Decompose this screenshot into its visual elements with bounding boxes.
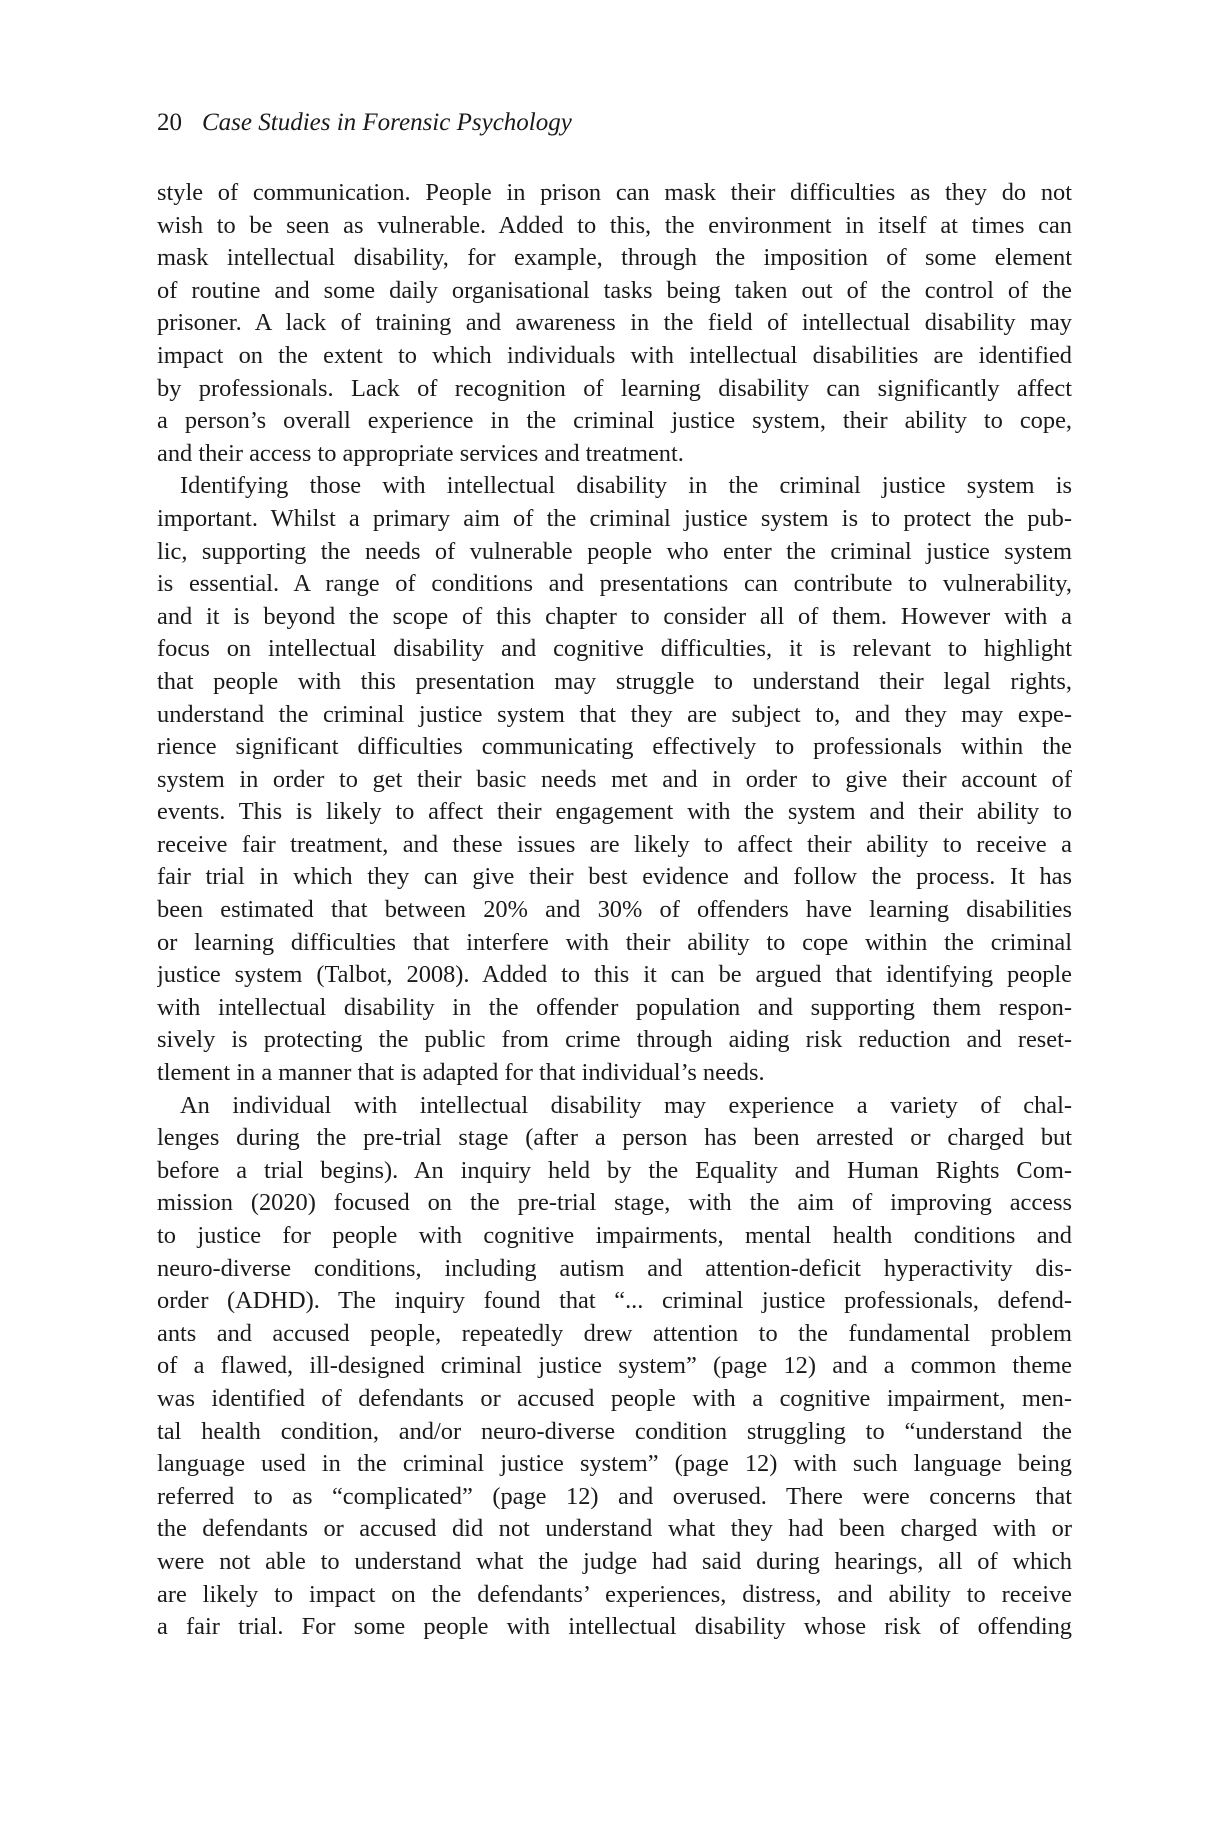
- text-line: ants and accused people, repeatedly drew attention to the fundamental problem: [157, 1319, 1072, 1347]
- text-line: style of communication. People in prison can mask their difficulties as they do not: [157, 179, 1072, 206]
- text-line: or learning difficulties that interfere with their ability to cope within the criminal: [157, 928, 1072, 956]
- text-line: to justice for people with cognitive impairments, mental health conditions and: [157, 1222, 1072, 1249]
- text-line: a fair trial. For some people with intellectual disability whose risk of offending: [157, 1613, 1072, 1641]
- text-line: neuro-diverse conditions, including autism and attention-deficit hyperactivity dis-: [157, 1254, 1072, 1282]
- text-line: rience significant difficulties communicating effectively to professionals within the: [157, 733, 1072, 761]
- text-line: are likely to impact on the defendants’ experiences, distress, and ability to receive: [157, 1580, 1072, 1608]
- text-line: language used in the criminal justice system” (page 12) with such language being: [157, 1450, 1072, 1478]
- paragraph: [157, 1090, 1072, 1644]
- text-line: prisoner. A lack of training and awareness in the field of intellectual disability may: [157, 309, 1072, 337]
- text-line: were not able to understand what the judge had said during hearings, all of which: [157, 1547, 1072, 1575]
- text-line: Identifying those with intellectual disability in the criminal justice system is: [180, 472, 1072, 500]
- text-line: was identified of defendants or accused people with a cognitive impairment, men-: [157, 1384, 1072, 1412]
- text-line: been estimated that between 20% and 30% of offenders have learning disabilities: [157, 896, 1072, 924]
- text-line: understand the criminal justice system that they are subject to, and they may expe-: [157, 700, 1072, 728]
- text-line: mask intellectual disability, for example, through the imposition of some element: [157, 244, 1072, 272]
- text-line: impact on the extent to which individuals with intellectual disabilities are identified: [157, 341, 1072, 369]
- text-line: a person’s overall experience in the criminal justice system, their ability to cope,: [157, 407, 1072, 435]
- text-line: with intellectual disability in the offender population and supporting them respon-: [157, 993, 1072, 1021]
- text-line: and it is beyond the scope of this chapter to consider all of them. However with a: [157, 602, 1072, 630]
- text-line: lic, supporting the needs of vulnerable people who enter the criminal justice system: [157, 537, 1072, 565]
- text-line: An individual with intellectual disability may experience a variety of chal-: [180, 1091, 1072, 1119]
- text-line: and their access to appropriate services and treatment.: [157, 439, 684, 467]
- body-text: [157, 177, 1072, 1644]
- text-line: focus on intellectual disability and cognitive difficulties, it is relevant to highlight: [157, 635, 1072, 663]
- text-line: mission (2020) focused on the pre-trial stage, with the aim of improving access: [157, 1189, 1072, 1217]
- page-number: 20: [157, 109, 182, 136]
- text-line: justice system (Talbot, 2008). Added to this it can be argued that identifying people: [157, 961, 1072, 989]
- paragraph: [157, 177, 1072, 470]
- text-line: order (ADHD). The inquiry found that “... criminal justice professionals, defend-: [157, 1287, 1072, 1315]
- text-line: referred to as “complicated” (page 12) and overused. There were concerns that: [157, 1482, 1072, 1510]
- text-line: tlement in a manner that is adapted for that individual’s needs.: [157, 1059, 765, 1087]
- paragraph: [157, 470, 1072, 1089]
- text-line: that people with this presentation may struggle to understand their legal rights,: [157, 667, 1072, 695]
- text-line: wish to be seen as vulnerable. Added to this, the environment in itself at times can: [157, 211, 1072, 239]
- text-line: before a trial begins). An inquiry held by the Equality and Human Rights Com-: [157, 1156, 1072, 1184]
- text-line: tal health condition, and/or neuro-diverse condition struggling to “understand the: [157, 1417, 1072, 1445]
- text-line: important. Whilst a primary aim of the criminal justice system is to protect the pub-: [157, 504, 1072, 532]
- text-line: sively is protecting the public from crime through aiding risk reduction and reset-: [157, 1026, 1072, 1054]
- text-line: events. This is likely to affect their engagement with the system and their ability to: [157, 798, 1072, 826]
- text-line: fair trial in which they can give their best evidence and follow the process. It has: [157, 863, 1072, 891]
- text-line: by professionals. Lack of recognition of learning disability can significantly affect: [157, 374, 1072, 402]
- text-line: lenges during the pre-trial stage (after a person has been arrested or charged but: [157, 1124, 1072, 1152]
- running-head: [157, 107, 572, 139]
- text-line: receive fair treatment, and these issues are likely to affect their ability to receive a: [157, 830, 1072, 858]
- book-title: Case Studies in Forensic Psychology: [202, 109, 572, 136]
- text-line: of a flawed, ill-designed criminal justice system” (page 12) and a common theme: [157, 1352, 1072, 1380]
- text-line: of routine and some daily organisational tasks being taken out of the control of the: [157, 276, 1072, 304]
- text-line: the defendants or accused did not understand what they had been charged with or: [157, 1515, 1072, 1543]
- text-line: system in order to get their basic needs met and in order to give their account of: [157, 765, 1072, 793]
- text-line: is essential. A range of conditions and presentations can contribute to vulnerability,: [157, 570, 1072, 598]
